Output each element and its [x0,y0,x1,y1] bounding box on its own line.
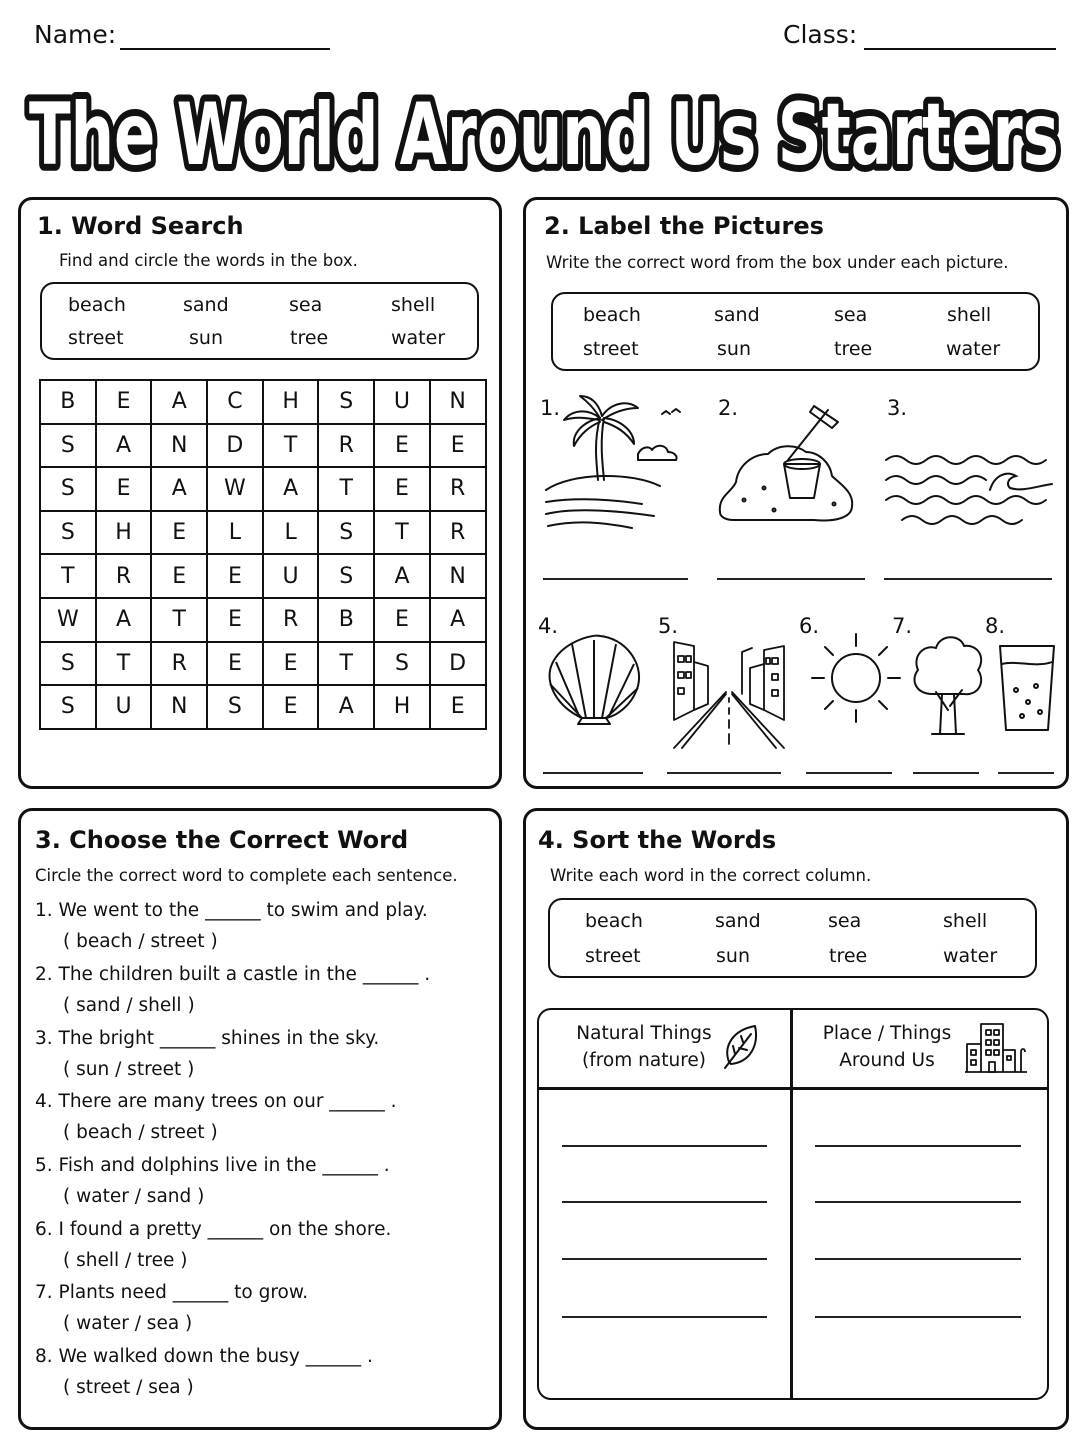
grid-row [40,511,486,555]
grid-cell[interactable]: N [151,685,207,729]
grid-cell[interactable]: A [96,598,152,642]
word-bank-item: tree [834,338,873,360]
grid-cell[interactable]: H [374,685,430,729]
answer-line[interactable] [815,1145,1021,1147]
question-text: 5. Fish and dolphins live in the ______ . [35,1155,390,1176]
picture-number: 7. [892,614,913,638]
answer-line[interactable] [562,1316,767,1318]
sort-table [537,1008,1049,1400]
answer-line[interactable] [815,1316,1021,1318]
grid-cell[interactable]: U [374,380,430,424]
grid-cell[interactable]: L [263,511,319,555]
question-options[interactable]: ( sand / shell ) [63,995,195,1016]
grid-cell[interactable]: B [318,598,374,642]
grid-cell[interactable]: A [151,380,207,424]
grid-cell[interactable]: L [207,511,263,555]
question-text: 3. The bright ______ shines in the sky. [35,1028,380,1049]
sun-icon [808,630,904,726]
grid-cell[interactable]: S [374,642,430,686]
class-label: Class: [783,20,858,49]
grid-cell[interactable]: T [40,554,96,598]
column-header-line1: Place / Things [822,1023,952,1044]
grid-cell[interactable]: C [207,380,263,424]
picture-number: 3. [887,396,908,420]
grid-row [40,598,486,642]
column-header-line2: (from nature) [582,1050,706,1071]
grid-cell[interactable]: T [263,424,319,468]
grid-cell[interactable]: S [40,685,96,729]
section-instructions: Write each word in the correct column. [550,866,872,885]
picture-number: 2. [718,396,739,420]
grid-cell[interactable]: T [318,467,374,511]
grid-cell[interactable]: E [96,467,152,511]
grid-cell[interactable]: R [263,598,319,642]
column-header-line1: Natural Things [576,1023,712,1044]
word-bank-item: shell [947,304,992,326]
grid-cell[interactable]: N [151,424,207,468]
question-options[interactable]: ( sun / street ) [63,1059,195,1080]
grid-cell[interactable]: T [151,598,207,642]
label-pictures-panel [523,197,1069,789]
word-bank-item: street [583,338,639,360]
picture-number: 1. [540,396,561,420]
word-bank-item: sea [834,304,868,326]
grid-cell[interactable]: U [263,554,319,598]
word-bank-item: shell [391,294,436,316]
section-title: 3. Choose the Correct Word [35,826,409,854]
sea-waves-icon [882,440,1058,540]
grid-cell[interactable]: T [374,511,430,555]
column-header-natural [569,1020,719,1074]
grid-cell[interactable]: E [207,598,263,642]
grid-cell[interactable]: H [263,380,319,424]
answer-line[interactable] [806,772,892,774]
grid-cell[interactable]: N [430,554,486,598]
answer-line[interactable] [717,578,865,580]
grid-cell[interactable]: E [96,380,152,424]
question-text: 1. We went to the ______ to swim and play. [35,900,428,921]
grid-cell[interactable]: D [207,424,263,468]
grid-cell[interactable]: S [318,511,374,555]
word-bank-item: tree [829,945,868,967]
word-bank-item: sea [289,294,323,316]
answer-line[interactable] [998,772,1054,774]
question-text: 4. There are many trees on our ______ . [35,1091,397,1112]
answer-line[interactable] [562,1145,767,1147]
answer-line[interactable] [884,578,1052,580]
sort-words-panel [523,808,1069,1430]
city-buildings-icon [963,1020,1029,1076]
word-bank-item: shell [943,910,988,932]
grid-cell[interactable]: N [430,380,486,424]
grid-row [40,642,486,686]
grid-cell[interactable]: A [430,598,486,642]
grid-cell[interactable]: E [430,685,486,729]
question-options[interactable]: ( street / sea ) [63,1377,194,1398]
grid-cell[interactable]: R [96,554,152,598]
answer-line[interactable] [667,772,781,774]
question-text: 2. The children built a castle in the ______ . [35,964,431,985]
grid-row [40,424,486,468]
grid-cell[interactable]: A [151,467,207,511]
question-options[interactable]: ( beach / street ) [63,1122,218,1143]
grid-cell[interactable]: E [374,424,430,468]
page-title [14,68,1074,188]
grid-row [40,380,486,424]
answer-line[interactable] [543,772,643,774]
word-bank [40,282,479,360]
grid-cell[interactable]: S [40,467,96,511]
column-divider [790,1010,793,1398]
answer-line[interactable] [543,578,688,580]
section-instructions: Circle the correct word to complete each sentence. [35,866,458,885]
grid-cell[interactable]: S [318,380,374,424]
grid-cell[interactable]: R [151,642,207,686]
column-header-places [814,1020,960,1074]
grid-cell[interactable]: E [263,642,319,686]
name-field[interactable] [120,48,330,50]
grid-cell[interactable]: E [374,467,430,511]
grid-cell[interactable]: E [207,554,263,598]
word-bank-item: tree [290,327,329,349]
word-bank-item: sand [183,294,229,316]
grid-cell[interactable]: E [207,642,263,686]
picture-number: 6. [799,614,820,638]
grid-cell[interactable]: E [151,511,207,555]
picture-number: 4. [538,614,559,638]
word-bank-item: sun [189,327,223,349]
leaf-icon [721,1022,761,1070]
grid-cell[interactable]: T [318,642,374,686]
word-bank-item: sand [714,304,760,326]
glass-of-water-icon [996,640,1058,736]
grid-cell[interactable]: R [430,511,486,555]
grid-cell[interactable]: T [96,642,152,686]
page-title-text: The World Around Us Starters [29,85,1059,185]
grid-row [40,554,486,598]
header-divider [539,1087,1047,1090]
class-field[interactable] [864,48,1056,50]
grid-row [40,467,486,511]
question-text: 8. We walked down the busy ______ . [35,1346,373,1367]
section-instructions: Find and circle the words in the box. [59,251,358,270]
grid-cell[interactable]: R [430,467,486,511]
grid-cell[interactable]: D [430,642,486,686]
picture-number: 5. [658,614,679,638]
grid-cell[interactable]: E [430,424,486,468]
grid-cell[interactable]: S [40,511,96,555]
grid-cell[interactable]: A [96,424,152,468]
word-bank-item: beach [583,304,641,326]
section-title: 2. Label the Pictures [544,212,824,240]
answer-line[interactable] [815,1201,1021,1203]
word-bank-item: sand [715,910,761,932]
grid-row [40,685,486,729]
picture-number: 8. [985,614,1006,638]
column-header-line2: Around Us [839,1050,935,1071]
question-options[interactable]: ( water / sand ) [63,1186,205,1207]
word-bank [551,292,1040,371]
name-label: Name: [34,20,117,49]
question-text: 7. Plants need ______ to grow. [35,1282,309,1303]
grid-cell[interactable]: A [374,554,430,598]
question-options[interactable]: ( water / sea ) [63,1313,193,1334]
question-text: 6. I found a pretty ______ on the shore. [35,1219,392,1240]
word-bank-item: sea [828,910,862,932]
word-bank-item: beach [68,294,126,316]
grid-cell[interactable]: S [40,424,96,468]
beach-island-icon [542,390,692,540]
grid-cell[interactable]: E [263,685,319,729]
question-options[interactable]: ( shell / tree ) [63,1250,188,1271]
answer-line[interactable] [562,1258,767,1260]
grid-cell[interactable]: W [207,467,263,511]
section-title: 1. Word Search [37,212,244,240]
word-bank-item: sun [717,338,751,360]
section-instructions: Write the correct word from the box under each picture. [546,253,1009,272]
grid-cell[interactable]: S [40,642,96,686]
word-bank-item: water [391,327,446,349]
grid-cell[interactable]: E [151,554,207,598]
word-bank-item: street [68,327,124,349]
section-title: 4. Sort the Words [538,826,777,854]
tree-icon [908,630,988,740]
answer-line[interactable] [913,772,979,774]
sand-pile-bucket-icon [714,400,864,530]
grid-cell[interactable]: U [96,685,152,729]
grid-cell[interactable]: B [40,380,96,424]
answer-line[interactable] [815,1258,1021,1260]
grid-cell[interactable]: A [318,685,374,729]
question-options[interactable]: ( beach / street ) [63,931,218,952]
choose-word-panel [18,808,502,1430]
word-bank-item: beach [585,910,643,932]
grid-cell[interactable]: W [40,598,96,642]
grid-cell[interactable]: A [263,467,319,511]
word-bank [548,898,1037,978]
answer-line[interactable] [562,1201,767,1203]
grid-cell[interactable]: S [318,554,374,598]
word-bank-item: street [585,945,641,967]
word-bank-item: sun [716,945,750,967]
seashell-icon [542,632,646,728]
grid-cell[interactable]: H [96,511,152,555]
grid-cell[interactable]: S [207,685,263,729]
grid-cell[interactable]: R [318,424,374,468]
grid-cell[interactable]: E [374,598,430,642]
word-bank-item: water [946,338,1001,360]
city-street-icon [672,632,786,750]
word-bank-item: water [943,945,998,967]
word-search-panel [18,197,502,789]
word-search-grid[interactable] [39,379,487,730]
